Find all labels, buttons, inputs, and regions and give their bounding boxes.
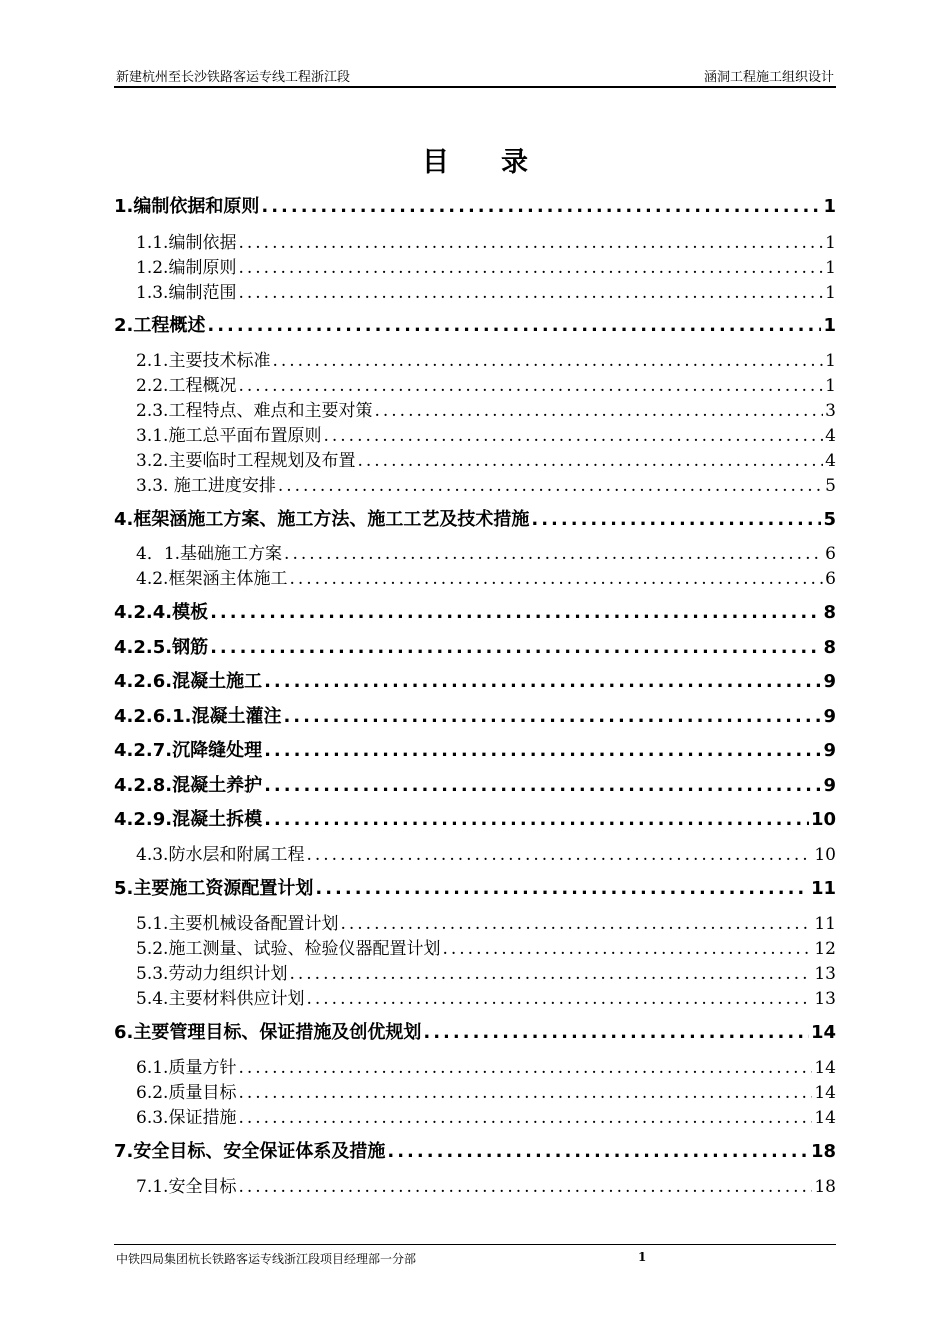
toc-entry-label: 4.2.9.混凝土拆模 <box>114 809 263 830</box>
toc-entry-label: 4.框架涵施工方案、施工方法、施工工艺及技术措施 <box>114 509 530 530</box>
toc-entry[interactable] <box>114 805 836 831</box>
toc-entry-page: 11 <box>814 914 836 934</box>
toc-entry-label: 4.2.5.钢筋 <box>114 637 209 658</box>
toc-entry-page: 14 <box>814 1058 836 1078</box>
toc-entry[interactable] <box>114 1053 836 1078</box>
toc-entry-label: 4.2.6.混凝土施工 <box>114 671 263 692</box>
toc-entry-page: 1 <box>825 258 836 278</box>
toc-entry[interactable] <box>114 421 836 446</box>
toc-entry-label: 2.工程概述 <box>114 315 206 336</box>
toc-entry-label: 5.4.主要材料供应计划 <box>136 989 305 1009</box>
toc-entry[interactable] <box>114 771 836 797</box>
toc-entry-page: 5 <box>823 509 836 530</box>
toc-entry-label: 6.2.质量目标 <box>136 1083 237 1103</box>
toc-entry-page: 3 <box>825 401 836 421</box>
toc-dot-leader <box>238 1083 812 1103</box>
toc-entry[interactable] <box>114 228 836 253</box>
toc-dot-leader <box>284 544 823 564</box>
toc-dot-leader <box>238 376 823 396</box>
toc-entry-page: 1 <box>825 376 836 396</box>
toc-dot-leader <box>264 809 809 830</box>
toc-entry-label: 1.2.编制原则 <box>136 258 237 278</box>
toc-entry-page: 6 <box>825 569 836 589</box>
toc-entry-label: 5.主要施工资源配置计划 <box>114 878 314 899</box>
toc-title: 目录 <box>422 147 580 178</box>
toc-dot-leader <box>210 637 821 658</box>
toc-entry-label: 4.2.8.混凝土养护 <box>114 775 263 796</box>
toc-entry-label: 1.1.编制依据 <box>136 233 237 253</box>
toc-entry-label: 6.3.保证措施 <box>136 1108 237 1128</box>
toc-entry[interactable] <box>114 539 836 564</box>
toc-entry-page: 18 <box>810 1141 836 1162</box>
toc-dot-leader <box>442 939 812 959</box>
toc-dot-leader <box>238 283 823 303</box>
toc-entry-page: 14 <box>814 1108 836 1128</box>
toc-entry-page: 9 <box>823 671 836 692</box>
toc-entry[interactable] <box>114 959 836 984</box>
toc-entry[interactable] <box>114 874 836 900</box>
toc-entry[interactable] <box>114 564 836 589</box>
toc-dot-leader <box>238 258 823 278</box>
toc-entry-label: 1.3.编制范围 <box>136 283 237 303</box>
toc-entry-label: 4.2.4.模板 <box>114 602 209 623</box>
toc-entry[interactable] <box>114 934 836 959</box>
toc-entry[interactable] <box>114 1137 836 1163</box>
toc-entry-page: 12 <box>814 939 836 959</box>
toc-entry-label: 4.2.框架涵主体施工 <box>136 569 288 589</box>
header-project-name: 新建杭州至长沙铁路客运专线工程浙江段 <box>116 70 351 85</box>
toc-entry-page: 1 <box>825 283 836 303</box>
toc-entry[interactable] <box>114 396 836 421</box>
toc-entry-page: 9 <box>823 740 836 761</box>
toc-dot-leader <box>238 1177 812 1197</box>
toc-entry-label: 4.3.防水层和附属工程 <box>136 845 305 865</box>
toc-dot-leader <box>323 426 823 446</box>
toc-dot-leader <box>207 315 821 336</box>
toc-entry[interactable] <box>114 346 836 371</box>
toc-entry-label: 5.1.主要机械设备配置计划 <box>136 914 339 934</box>
toc-entry[interactable] <box>114 633 836 659</box>
toc-entry-page: 6 <box>825 544 836 564</box>
toc-entry-page: 10 <box>814 845 836 865</box>
toc-entry-page: 1 <box>823 315 836 336</box>
toc-entry[interactable] <box>114 702 836 728</box>
toc-entry-page: 8 <box>823 637 836 658</box>
toc-dot-leader <box>306 989 812 1009</box>
toc-entry[interactable] <box>114 1018 836 1044</box>
toc-entry[interactable] <box>114 278 836 303</box>
toc-entry[interactable] <box>114 253 836 278</box>
toc-entry-page: 18 <box>814 1177 836 1197</box>
toc-dot-leader <box>264 740 821 761</box>
toc-entry-label: 2.1.主要技术标准 <box>136 351 271 371</box>
toc-entry[interactable] <box>114 1172 836 1197</box>
toc-entry[interactable] <box>114 1078 836 1103</box>
toc-entry[interactable] <box>114 311 836 337</box>
toc-entry[interactable] <box>114 667 836 693</box>
toc-entry-page: 4 <box>825 451 836 471</box>
footer-organization: 中铁四局集团杭长铁路客运专线浙江段项目经理部一分部 <box>116 1252 417 1266</box>
toc-entry-label: 2.3.工程特点、难点和主要对策 <box>136 401 373 421</box>
toc-entry-page: 5 <box>825 476 836 496</box>
toc-dot-leader <box>315 878 809 899</box>
toc-dot-leader <box>272 351 823 371</box>
toc-entry-label: 5.2.施工测量、试验、检验仪器配置计划 <box>136 939 441 959</box>
toc-dot-leader <box>238 1108 812 1128</box>
toc-entry[interactable] <box>114 192 836 218</box>
toc-entry[interactable] <box>114 736 836 762</box>
toc-entry-label: 6.主要管理目标、保证措施及创优规划 <box>114 1022 422 1043</box>
toc-dot-leader <box>340 914 812 934</box>
toc-dot-leader <box>531 509 821 530</box>
toc-entry-page: 10 <box>810 809 836 830</box>
toc-dot-leader <box>423 1022 809 1043</box>
toc-entry-page: 1 <box>825 351 836 371</box>
toc-entry[interactable] <box>114 840 836 865</box>
toc-entry-page: 1 <box>823 196 836 217</box>
toc-dot-leader <box>289 964 812 984</box>
toc-dot-leader <box>264 671 821 692</box>
toc-dot-leader <box>387 1141 809 1162</box>
toc-entry-label: 6.1.质量方针 <box>136 1058 237 1078</box>
toc-dot-leader <box>306 845 812 865</box>
toc-entry-page: 8 <box>823 602 836 623</box>
toc-dot-leader <box>374 401 823 421</box>
toc-entry-page: 14 <box>814 1083 836 1103</box>
toc-dot-leader <box>238 233 823 253</box>
toc-dot-leader <box>357 451 823 471</box>
toc-entry-page: 14 <box>810 1022 836 1043</box>
toc-dot-leader <box>264 775 821 796</box>
toc-entry-page: 13 <box>814 964 836 984</box>
toc-entry[interactable] <box>114 909 836 934</box>
toc-entry-page: 4 <box>825 426 836 446</box>
toc-entry-label: 5.3.劳动力组织计划 <box>136 964 288 984</box>
toc-entry-label: 3.1.施工总平面布置原则 <box>136 426 322 446</box>
toc-entry-page: 13 <box>814 989 836 1009</box>
page-header <box>114 62 836 88</box>
toc-entry-label: 4．1.基础施工方案 <box>136 544 283 564</box>
toc-entry[interactable] <box>114 371 836 396</box>
toc-entry[interactable] <box>114 446 836 471</box>
toc-entry[interactable] <box>114 471 836 496</box>
toc-entry-label: 2.2.工程概况 <box>136 376 237 396</box>
toc-dot-leader <box>210 602 821 623</box>
toc-entry[interactable] <box>114 1103 836 1128</box>
toc-entry[interactable] <box>114 984 836 1009</box>
toc-entry[interactable] <box>114 505 836 531</box>
toc-entry-label: 1.编制依据和原则 <box>114 196 260 217</box>
toc-dot-leader <box>278 476 823 496</box>
header-document-title: 涵洞工程施工组织设计 <box>703 70 834 85</box>
toc-entry-page: 11 <box>810 878 836 899</box>
toc-entry-page: 1 <box>825 233 836 253</box>
toc-entry-page: 9 <box>823 775 836 796</box>
toc-entry[interactable] <box>114 598 836 624</box>
toc-entry-label: 3.3. 施工进度安排 <box>136 476 276 496</box>
toc-dot-leader <box>238 1058 812 1078</box>
toc-entry-page: 9 <box>823 706 836 727</box>
toc-entry-label: 7.安全目标、安全保证体系及措施 <box>114 1141 386 1162</box>
toc-entry-label: 3.2.主要临时工程规划及布置 <box>136 451 356 471</box>
toc-dot-leader <box>261 196 821 217</box>
toc-dot-leader <box>283 706 821 727</box>
page-footer <box>114 1244 836 1267</box>
toc-dot-leader <box>289 569 823 589</box>
footer-page-number: 1 <box>638 1250 647 1264</box>
toc-entry-label: 4.2.6.1.混凝土灌注 <box>114 706 282 727</box>
toc-entry-label: 4.2.7.沉降缝处理 <box>114 740 263 761</box>
toc-entry-label: 7.1.安全目标 <box>136 1177 237 1197</box>
